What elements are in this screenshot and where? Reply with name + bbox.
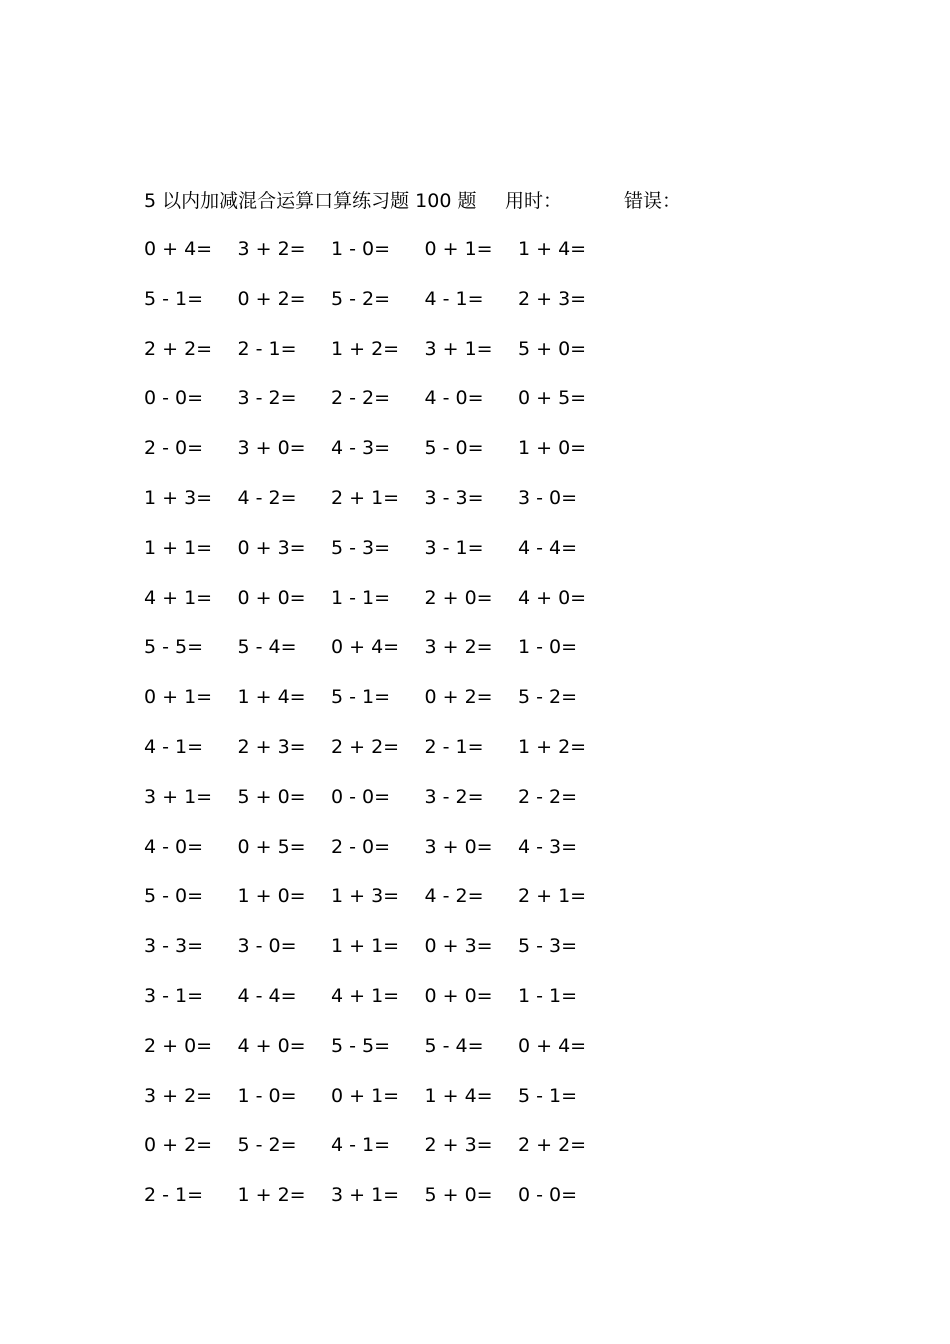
time-used-label: 用时：	[505, 190, 563, 212]
problem-row	[144, 484, 624, 534]
math-problem: 4 + 1=	[144, 586, 213, 609]
math-problem: 1 - 0=	[518, 636, 578, 659]
problem-row	[144, 1082, 624, 1132]
worksheet-title: 5 以内加减混合运算口算练习题 100 题	[144, 190, 477, 212]
problem-row	[144, 783, 624, 833]
problem-grid	[144, 235, 624, 1231]
math-problem: 5 - 1=	[518, 1084, 578, 1107]
math-problem: 4 - 1=	[331, 1134, 391, 1157]
math-problem: 3 - 3=	[144, 935, 204, 958]
math-problem: 1 + 2=	[237, 1184, 306, 1207]
math-problem: 4 - 0=	[424, 387, 484, 410]
problem-row	[144, 384, 624, 434]
problem-row	[144, 733, 624, 783]
math-problem: 4 + 0=	[518, 586, 587, 609]
math-problem: 4 - 4=	[237, 984, 297, 1007]
math-problem: 2 + 3=	[424, 1134, 493, 1157]
math-problem: 0 + 2=	[424, 686, 493, 709]
math-problem: 1 + 0=	[518, 437, 587, 460]
math-problem: 3 + 0=	[237, 437, 306, 460]
math-problem: 1 + 3=	[144, 486, 213, 509]
problem-row	[144, 932, 624, 982]
math-problem: 4 - 3=	[331, 437, 391, 460]
math-problem: 3 + 2=	[237, 238, 306, 260]
problem-row	[144, 882, 624, 932]
math-problem: 2 - 2=	[518, 785, 578, 808]
math-problem: 1 + 1=	[144, 536, 213, 559]
math-problem: 5 - 2=	[237, 1134, 297, 1157]
math-problem: 2 - 1=	[237, 337, 297, 360]
math-problem: 3 + 0=	[424, 835, 493, 858]
math-problem: 0 + 4=	[144, 238, 213, 260]
math-problem: 2 - 0=	[144, 437, 204, 460]
math-problem: 1 + 1=	[331, 935, 400, 958]
math-problem: 4 - 4=	[518, 536, 578, 559]
math-problem: 2 + 2=	[144, 337, 213, 360]
math-problem: 1 + 2=	[518, 735, 587, 758]
problem-row	[144, 534, 624, 584]
problem-row	[144, 833, 624, 883]
math-problem: 0 - 0=	[518, 1184, 578, 1207]
math-problem: 3 - 1=	[144, 984, 204, 1007]
math-problem: 4 - 0=	[144, 835, 204, 858]
math-problem: 0 + 5=	[237, 835, 306, 858]
problem-row	[144, 1181, 624, 1231]
math-problem: 5 - 2=	[518, 686, 578, 709]
math-problem: 0 + 0=	[424, 984, 493, 1007]
math-problem: 4 + 1=	[331, 984, 400, 1007]
math-problem: 3 + 1=	[424, 337, 493, 360]
math-problem: 3 + 2=	[144, 1084, 213, 1107]
problem-row	[144, 1032, 624, 1082]
math-problem: 5 + 0=	[424, 1184, 493, 1207]
math-problem: 1 + 3=	[331, 885, 400, 908]
worksheet-header	[144, 186, 764, 216]
math-problem: 5 - 2=	[331, 287, 391, 310]
math-problem: 2 + 3=	[518, 287, 587, 310]
math-problem: 0 + 1=	[331, 1084, 400, 1107]
math-problem: 1 + 4=	[424, 1084, 493, 1107]
math-problem: 2 + 0=	[424, 586, 493, 609]
math-problem: 3 - 2=	[237, 387, 297, 410]
math-problem: 0 - 0=	[331, 785, 391, 808]
math-problem: 2 + 2=	[331, 735, 400, 758]
problem-row	[144, 982, 624, 1032]
math-problem: 0 + 1=	[424, 238, 493, 260]
math-problem: 1 + 4=	[237, 686, 306, 709]
error-count-label: 错误：	[624, 190, 682, 212]
math-problem: 1 + 2=	[331, 337, 400, 360]
math-problem: 2 + 1=	[518, 885, 587, 908]
math-problem: 5 - 3=	[331, 536, 391, 559]
math-problem: 5 - 4=	[237, 636, 297, 659]
math-problem: 4 - 2=	[237, 486, 297, 509]
math-problem: 0 + 2=	[144, 1134, 213, 1157]
math-problem: 3 - 0=	[237, 935, 297, 958]
math-problem: 1 - 0=	[237, 1084, 297, 1107]
math-problem: 5 - 5=	[331, 1034, 391, 1057]
problem-row	[144, 235, 624, 285]
math-problem: 1 + 4=	[518, 238, 587, 260]
problem-row	[144, 584, 624, 634]
math-problem: 1 - 1=	[331, 586, 391, 609]
math-problem: 5 - 0=	[144, 885, 204, 908]
math-problem: 2 + 2=	[518, 1134, 587, 1157]
math-problem: 3 - 0=	[518, 486, 578, 509]
problem-row	[144, 434, 624, 484]
math-problem: 0 + 4=	[518, 1034, 587, 1057]
math-problem: 0 + 5=	[518, 387, 587, 410]
math-problem: 3 + 2=	[424, 636, 493, 659]
math-problem: 4 - 2=	[424, 885, 484, 908]
math-problem: 1 - 0=	[331, 238, 391, 260]
math-problem: 5 + 0=	[237, 785, 306, 808]
math-problem: 0 + 3=	[424, 935, 493, 958]
math-problem: 5 - 1=	[331, 686, 391, 709]
problem-row	[144, 633, 624, 683]
math-problem: 0 + 1=	[144, 686, 213, 709]
math-problem: 2 + 0=	[144, 1034, 213, 1057]
math-problem: 3 - 3=	[424, 486, 484, 509]
math-problem: 5 - 3=	[518, 935, 578, 958]
math-problem: 4 - 1=	[144, 735, 204, 758]
math-problem: 5 - 1=	[144, 287, 204, 310]
problem-row	[144, 335, 624, 385]
math-problem: 4 - 3=	[518, 835, 578, 858]
math-problem: 5 - 5=	[144, 636, 204, 659]
math-problem: 3 - 2=	[424, 785, 484, 808]
math-problem: 0 + 3=	[237, 536, 306, 559]
math-problem: 4 + 0=	[237, 1034, 306, 1057]
problem-row	[144, 683, 624, 733]
math-problem: 3 + 1=	[331, 1184, 400, 1207]
math-problem: 3 + 1=	[144, 785, 213, 808]
math-problem: 2 - 0=	[331, 835, 391, 858]
math-problem: 4 - 1=	[424, 287, 484, 310]
math-problem: 5 - 4=	[424, 1034, 484, 1057]
math-problem: 0 - 0=	[144, 387, 204, 410]
math-problem: 0 + 0=	[237, 586, 306, 609]
math-problem: 1 - 1=	[518, 984, 578, 1007]
math-problem: 3 - 1=	[424, 536, 484, 559]
problem-row	[144, 285, 624, 335]
problem-row	[144, 1131, 624, 1181]
math-problem: 5 + 0=	[518, 337, 587, 360]
math-problem: 1 + 0=	[237, 885, 306, 908]
math-problem: 2 - 1=	[424, 735, 484, 758]
math-problem: 2 + 1=	[331, 486, 400, 509]
math-problem: 5 - 0=	[424, 437, 484, 460]
math-problem: 0 + 2=	[237, 287, 306, 310]
math-problem: 2 - 1=	[144, 1184, 204, 1207]
math-problem: 0 + 4=	[331, 636, 400, 659]
math-problem: 2 - 2=	[331, 387, 391, 410]
math-problem: 2 + 3=	[237, 735, 306, 758]
